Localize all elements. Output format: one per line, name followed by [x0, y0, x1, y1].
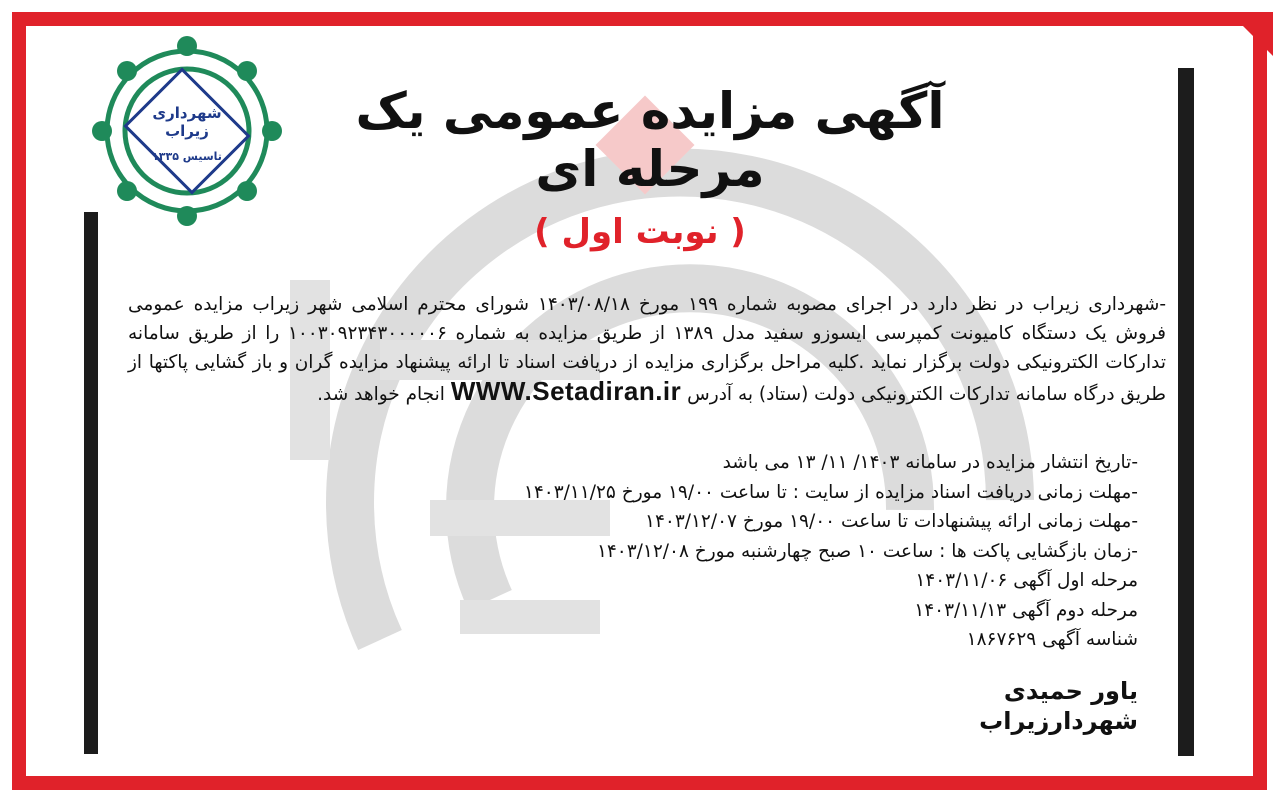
logo-founded: تاسیس ۱۳۳۵ [152, 150, 222, 163]
logo-name: شهرداری زیراب [152, 104, 222, 140]
page-title: آگهی مزایده عمومی یک مرحله ای [355, 82, 945, 198]
detail-line: -زمان بازگشایی پاکت ها : ساعت ۱۰ صبح چهارشنبه مورخ ۱۴۰۳/۱۲/۰۸ [596, 540, 1138, 562]
signer-name: یاور حمیدی [1003, 677, 1138, 705]
detail-line: -مهلت زمانی ارائه پیشنهادات تا ساعت ۱۹/۰۰ مورخ ۱۴۰۳/۱۲/۰۷ [645, 511, 1138, 532]
announcement-paragraph [128, 290, 1166, 409]
detail-line: مرحله اول آگهی ۱۴۰۳/۱۱/۰۶ [915, 570, 1138, 591]
signature-block [820, 676, 1138, 736]
right-black-bar [1178, 68, 1194, 756]
signer-role: شهردارزیراب [979, 707, 1138, 735]
detail-line: شناسه آگهی ۱۸۶۷۶۲۹ [966, 629, 1138, 650]
frame-corner [1229, 12, 1273, 56]
website-link[interactable]: WWW.Setadiran.ir [450, 376, 682, 406]
detail-line: مرحله دوم آگهی ۱۴۰۳/۱۱/۱۳ [914, 599, 1138, 621]
details-list [128, 448, 1138, 655]
page-subtitle: ( نوبت اول ) [534, 212, 746, 252]
paragraph-text: -شهرداری زیراب در نظر دارد در اجرای مصوبه شماره ۱۹۹ مورخ ۱۴۰۳/۰۸/۱۸ شورای محترم اسلامی شهر زیراب مزایده عمومی فروش یک دستگاه کامیونت کمپرسی ایسوزو سفید مدل ۱۳۸۹ از طریق مزایده به شماره ۱۰۰۳۰۹۲۳۴۳۰۰۰۰۰۶ را از طریق سامانه تدارکات الکترونیکی دولت برگزار نماید .کلیه مراحل برگزاری مزایده از دریافت اسناد تا ارائه پیشنهاد مزایده گران و باز گشایی پاکتها از طریق درگاه سامانه تدارکات الکترونیکی دولت (ستاد) به آدرس [128, 294, 1167, 405]
detail-line: -تاریخ انتشار مزایده در سامانه ۱۴۰۳/ ۱۱/ ۱۳ می باشد [722, 452, 1138, 473]
left-black-bar [84, 212, 98, 754]
paragraph-ending: انجام خواهد شد. [317, 384, 445, 405]
detail-line: -مهلت زمانی دریافت اسناد مزایده از سایت : تا ساعت ۱۹/۰۰ مورخ ۱۴۰۳/۱۱/۲۵ [523, 481, 1138, 503]
